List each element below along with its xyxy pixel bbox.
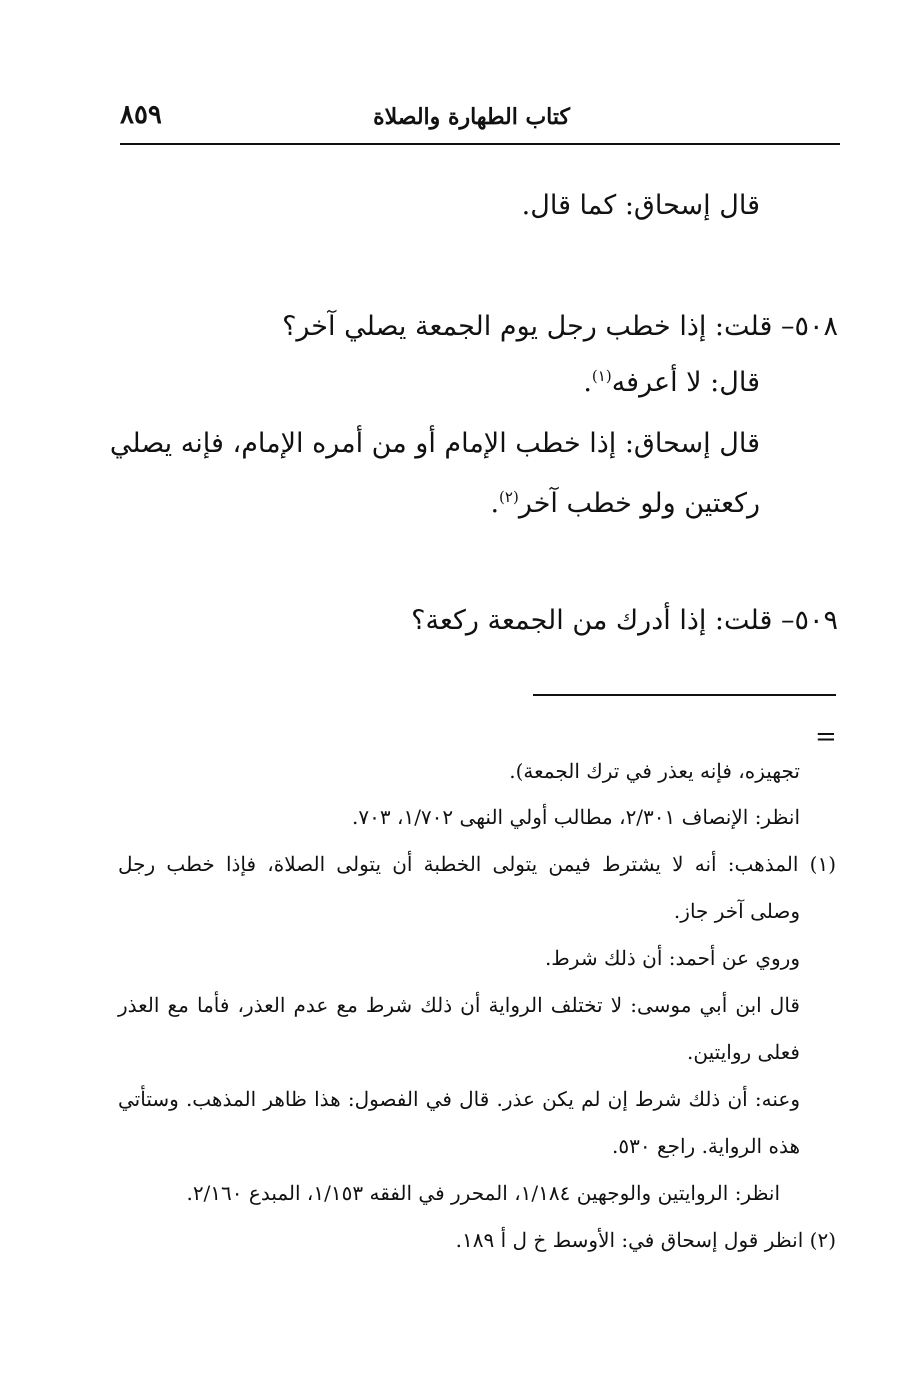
running-title: كتاب الطهارة والصلاة	[373, 104, 570, 130]
ishaq-508-line1: قال إسحاق: إذا خطب الإمام أو من أمره الإمام، فإنه يصلي	[109, 428, 760, 459]
footnote-line: وعنه: أن ذلك شرط إن لم يكن عذر. قال في الفصول: هذا ظاهر المذهب. وستأتي	[118, 1087, 800, 1111]
footnote-line: هذه الرواية. راجع ٥٣٠.	[612, 1134, 800, 1158]
answer-508-end: .	[583, 367, 592, 398]
footnote-line: انظر: الروايتين والوجهين ١/١٨٤، المحرر في الفقه ١/١٥٣، المبدع ٢/١٦٠.	[186, 1181, 780, 1205]
answer-508-text: قال: لا أعرفه	[611, 367, 760, 398]
answer-508	[480, 367, 760, 398]
continuation-mark: =	[815, 722, 837, 752]
question-508: ٥٠٨– قلت: إذا خطب رجل يوم الجمعة يصلي آخر؟	[282, 311, 838, 342]
ishaq-508-line2	[400, 488, 760, 519]
footnote-ref-2[interactable]: (٢)	[499, 488, 519, 506]
footnote-separator	[533, 694, 836, 696]
header-rule	[120, 143, 840, 145]
ishaq-508-line2-end: .	[490, 488, 500, 519]
footnote-line: فعلى روايتين.	[687, 1040, 800, 1064]
footnote-line: قال ابن أبي موسى: لا تختلف الرواية أن ذلك شرط مع عدم العذر، فأما مع العذر	[118, 993, 800, 1017]
footnote-line: تجهيزه، فإنه يعذر في ترك الجمعة).	[509, 759, 800, 783]
page-number: ٨٥٩	[120, 100, 162, 130]
footnote-line: انظر: الإنصاف ٢/٣٠١، مطالب أولي النهى ١/٧٠٢، ٧٠٣.	[352, 805, 800, 829]
footnote-2: (٢) انظر قول إسحاق في: الأوسط خ ل أ ١٨٩.	[455, 1228, 836, 1252]
footnote-1: (١) المذهب: أنه لا يشترط فيمن يتولى الخطبة أن يتولى الصلاة، فإذا خطب رجل	[118, 852, 836, 876]
ishaq-reply-line: قال إسحاق: كما قال.	[521, 190, 760, 221]
question-509: ٥٠٩– قلت: إذا أدرك من الجمعة ركعة؟	[411, 605, 838, 636]
footnote-line: وروي عن أحمد: أن ذلك شرط.	[544, 946, 800, 970]
footnote-line: وصلى آخر جاز.	[673, 899, 800, 923]
ishaq-508-line2-text: ركعتين ولو خطب آخر	[518, 488, 760, 519]
footnote-ref-1[interactable]: (١)	[591, 367, 612, 385]
